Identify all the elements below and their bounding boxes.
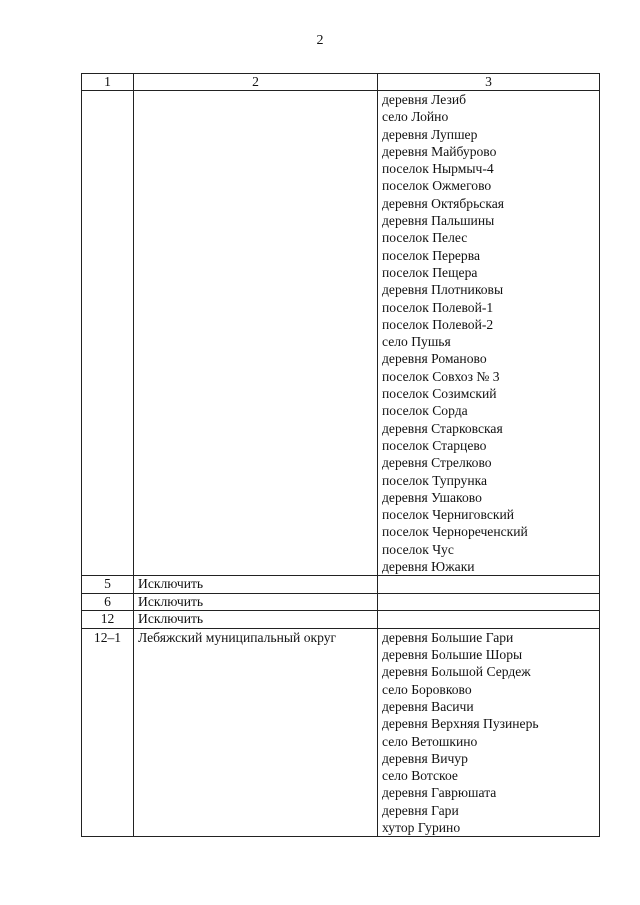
row-number — [82, 91, 134, 576]
settlement-item: село Пушья — [382, 334, 451, 350]
settlement-item: поселок Нырмыч-4 — [382, 161, 494, 177]
settlement-item: хутор Гурино — [382, 820, 461, 836]
settlements-list — [378, 628, 600, 837]
settlement-item: деревня Южаки — [382, 559, 475, 575]
settlement-item: поселок Черниговский — [382, 507, 515, 523]
table-row — [82, 628, 600, 837]
row-number: 12 — [82, 611, 134, 629]
header-col-2: 2 — [134, 74, 378, 91]
district-name — [134, 91, 378, 576]
settlement-item: поселок Совхоз № 3 — [382, 368, 500, 384]
settlement-item: деревня Гари — [382, 802, 459, 818]
settlements-list — [378, 91, 600, 576]
district-name: Исключить — [134, 576, 378, 594]
settlement-item: деревня Ушаково — [382, 489, 482, 505]
settlement-item: деревня Большие Гари — [382, 629, 514, 645]
page-number: 2 — [316, 33, 324, 48]
table-header-row — [82, 74, 600, 91]
settlement-item: поселок Полевой-2 — [382, 316, 494, 332]
settlements-list — [378, 593, 600, 611]
settlement-item: деревня Лезиб — [382, 92, 467, 107]
settlement-item: деревня Романово — [382, 351, 487, 367]
table-row — [82, 91, 600, 576]
settlement-item: деревня Большие Шоры — [382, 647, 523, 663]
row-number: 6 — [82, 593, 134, 611]
settlement-item: деревня Лупшер — [382, 126, 478, 142]
settlement-item: деревня Пальшины — [382, 213, 495, 229]
settlement-item: деревня Октябрьская — [382, 195, 505, 211]
header-col-1: 1 — [82, 74, 134, 91]
table-row — [82, 593, 600, 611]
settlements-table — [81, 73, 600, 837]
settlement-item: деревня Большой Сердеж — [382, 664, 531, 680]
settlement-item: село Лойно — [382, 109, 449, 125]
district-name: Исключить — [134, 611, 378, 629]
settlement-item: поселок Пелес — [382, 230, 468, 246]
settlement-item: поселок Сорда — [382, 403, 468, 419]
settlements-list — [378, 576, 600, 594]
settlement-item: поселок Пещера — [382, 264, 478, 280]
settlement-item: поселок Перерва — [382, 247, 480, 263]
settlement-item: деревня Старковская — [382, 420, 503, 436]
settlement-item: деревня Гаврюшата — [382, 785, 497, 801]
settlement-item: поселок Чус — [382, 541, 454, 557]
district-name: Исключить — [134, 593, 378, 611]
settlement-item: поселок Чернореченский — [382, 524, 528, 540]
settlement-item: село Боровково — [382, 681, 472, 697]
settlement-item: деревня Вичур — [382, 750, 468, 766]
settlement-item: поселок Тупрунка — [382, 472, 488, 488]
settlement-item: поселок Созимский — [382, 386, 497, 402]
table-row — [82, 611, 600, 629]
settlement-item: село Ветошкино — [382, 733, 478, 749]
row-number: 5 — [82, 576, 134, 594]
settlement-item: деревня Верхняя Пузинерь — [382, 716, 539, 732]
settlement-item: село Вотское — [382, 768, 458, 784]
settlement-item: деревня Васичи — [382, 699, 474, 714]
settlement-item: деревня Майбурово — [382, 143, 497, 159]
settlement-item: деревня Стрелково — [382, 455, 492, 471]
settlement-item: поселок Полевой-1 — [382, 299, 494, 315]
table-row — [82, 576, 600, 594]
settlements-list — [378, 611, 600, 629]
settlement-item: поселок Старцево — [382, 437, 487, 453]
header-col-3: 3 — [378, 74, 600, 91]
settlement-item: деревня Плотниковы — [382, 282, 504, 298]
row-number: 12–1 — [82, 628, 134, 837]
settlement-item: поселок Ожмегово — [382, 178, 492, 194]
district-name: Лебяжский муниципальный округ — [134, 628, 378, 837]
